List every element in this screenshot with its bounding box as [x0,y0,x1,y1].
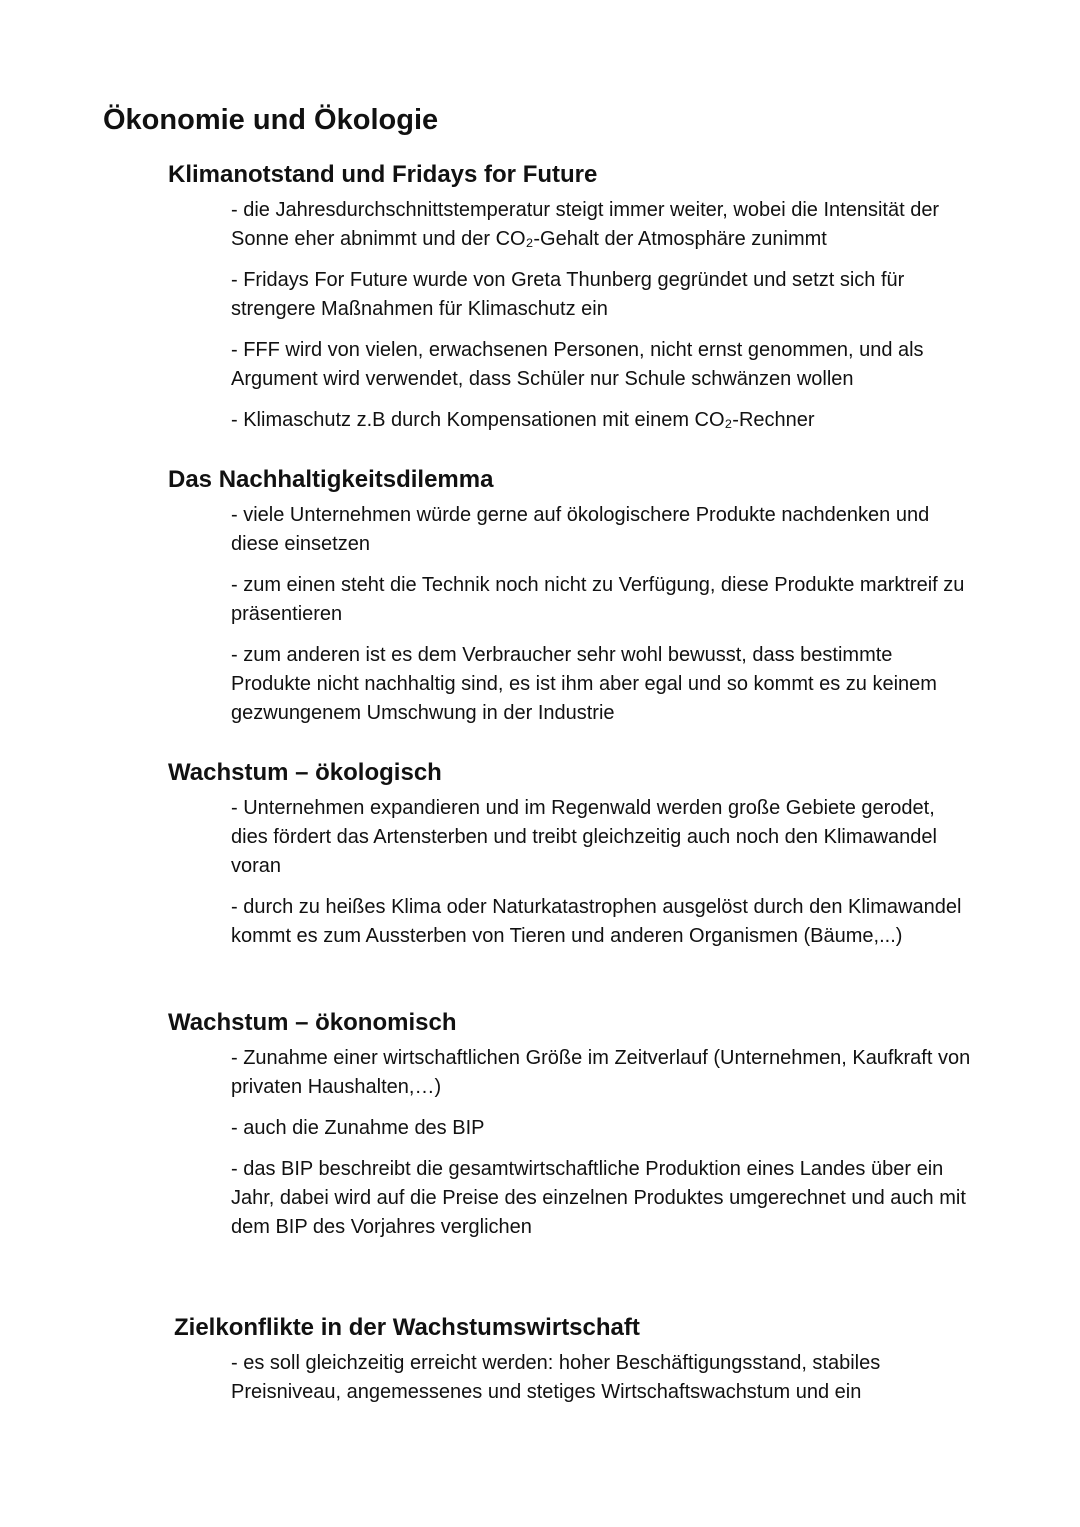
section-heading: Zielkonflikte in der Wachstumswirtschaft [174,1314,640,1341]
section-wachstum-oekologisch [168,758,998,951]
list-item: - Klimaschutz z.B durch Kompensationen mit einem CO₂-Rechner [231,409,815,431]
list-item: - Unternehmen expandieren und im Regenwald werden große Gebiete gerodet, dies fördert das Artensterben und treibt gleichzeitig auch noch den Klimawandel voran [231,797,937,877]
bullet-list [231,1044,998,1242]
bullet-list [231,794,998,951]
list-item: - das BIP beschreibt die gesamtwirtschaftliche Produktion eines Landes über ein Jahr, dabei wird auf die Preise des einzelnen Produktes umgerechnet und auch mit dem BIP des Vorjahres verglichen [231,1158,966,1238]
list-item: - zum anderen ist es dem Verbraucher sehr wohl bewusst, dass bestimmte Produkte nicht nachhaltig sind, es ist ihm aber egal und so kommt es zu keinem gezwungenem Umschwung in der Industrie [231,644,937,724]
list-item: - viele Unternehmen würde gerne auf ökologischere Produkte nachdenken und diese einsetzen [231,504,930,555]
section-heading: Klimanotstand und Fridays for Future [168,161,598,188]
section-nachhaltigkeitsdilemma [168,465,998,728]
section-zielkonflikte [174,1313,1004,1407]
list-item: - Zunahme einer wirtschaftlichen Größe im Zeitverlauf (Unternehmen, Kaufkraft von privaten Haushalten,…) [231,1047,971,1098]
list-item: - zum einen steht die Technik noch nicht zu Verfügung, diese Produkte marktreif zu präsentieren [231,574,965,625]
bullet-list [231,196,998,435]
list-item: - durch zu heißes Klima oder Naturkatastrophen ausgelöst durch den Klimawandel kommt es zum Aussterben von Tieren und anderen Organismen (Bäume,...) [231,896,962,947]
bullet-list [231,501,998,728]
document-title: Ökonomie und Ökologie [103,104,439,136]
list-item: - FFF wird von vielen, erwachsenen Personen, nicht ernst genommen, und als Argument wird verwendet, dass Schüler nur Schule schwänzen wollen [231,339,924,390]
section-wachstum-oekonomisch [168,1008,998,1242]
bullet-list [231,1349,1004,1407]
section-heading: Das Nachhaltigkeitsdilemma [168,466,494,493]
section-heading: Wachstum – ökologisch [168,759,442,786]
list-item: - es soll gleichzeitig erreicht werden: hoher Beschäftigungsstand, stabiles Preisniveau, angemessenes und stetiges Wirtschaftswachstum und ein [231,1352,881,1403]
section-klimanotstand [168,160,998,435]
list-item: - Fridays For Future wurde von Greta Thunberg gegründet und setzt sich für strengere Maßnahmen für Klimaschutz ein [231,269,905,320]
list-item: - auch die Zunahme des BIP [231,1117,485,1139]
list-item: - die Jahresdurchschnittstemperatur steigt immer weiter, wobei die Intensität der Sonne eher abnimmt und der CO₂-Gehalt der Atmosphäre zunimmt [231,199,940,250]
section-heading: Wachstum – ökonomisch [168,1009,457,1036]
